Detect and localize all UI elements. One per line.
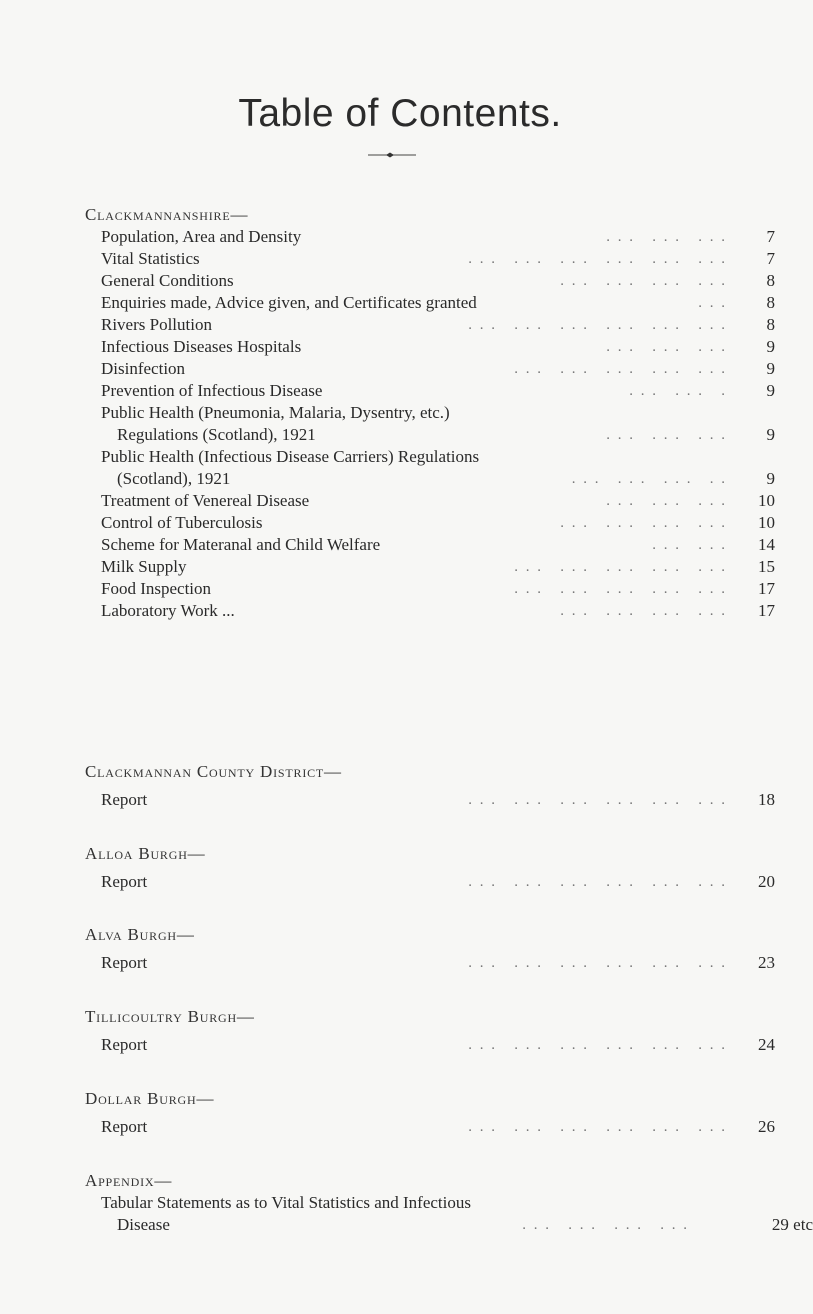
leader-dots: . . . . . . . . . . . . . . . [514, 581, 727, 597]
leader-dots: . . . . . . . . . . . . . . . [514, 559, 727, 575]
section-heading: Clackmannanshire— [85, 205, 249, 224]
entry-label: Tabular Statements as to Vital Statistics and Infectious [101, 1193, 471, 1212]
entry-label: Report [101, 872, 148, 891]
entry-page: 17 [758, 579, 775, 598]
entry-page: 10 [758, 513, 775, 532]
entry-label: Enquiries made, Advice given, and Certificates granted [101, 293, 477, 312]
leader-dots: . . . . . . . . . . . . . . . . . . [468, 1037, 727, 1053]
toc-entry[interactable] [85, 1034, 775, 1056]
toc-entry[interactable] [85, 789, 775, 811]
entry-label: Food Inspection [101, 579, 212, 598]
leader-dots: . . . . . . . . . . . . [560, 515, 727, 531]
toc-entry[interactable] [85, 600, 775, 622]
toc-entry[interactable] [85, 314, 775, 336]
toc-entry[interactable] [85, 512, 775, 534]
leader-dots: . . . . . . . . . . . . [522, 1217, 689, 1233]
toc-entry[interactable] [85, 1116, 775, 1138]
entry-label-continuation: Regulations (Scotland), 1921 [117, 425, 316, 444]
leader-dots: . . . . . . . . . . . . . . . . . . [468, 955, 727, 971]
entry-page: 9 [766, 381, 775, 400]
entry-label: General Conditions [101, 271, 234, 290]
leader-dots: . . . . . . [652, 537, 727, 553]
leader-dots: . . . . . . . . . . . . . . . . . . [468, 1119, 727, 1135]
toc-entry[interactable] [85, 226, 775, 248]
toc-section-alva [85, 924, 775, 974]
entry-label: Public Health (Pneumonia, Malaria, Dysentry, etc.) [101, 403, 450, 422]
toc-entry[interactable] [85, 952, 775, 974]
entry-page: 9 [766, 337, 775, 356]
toc-entry[interactable] [85, 248, 775, 270]
entry-label: Rivers Pollution [101, 315, 212, 334]
entry-label-continuation: Disease [117, 1215, 170, 1234]
toc-entry[interactable] [85, 336, 775, 358]
entry-page: 10 [758, 491, 775, 510]
entry-page: 24 [758, 1035, 775, 1054]
leader-dots: . . . . . . . . . . . [571, 471, 727, 487]
entry-page: 20 [758, 872, 775, 891]
entry-page: 7 [766, 227, 775, 246]
entry-page: 9 [766, 425, 775, 444]
entry-label: Infectious Diseases Hospitals [101, 337, 302, 356]
entry-page: 18 [758, 790, 775, 809]
entry-label-continuation: (Scotland), 1921 [117, 469, 231, 488]
entry-page: 15 [758, 557, 775, 576]
entry-page: 9 [766, 359, 775, 378]
section-heading: Tillicoultry Burgh— [85, 1007, 255, 1026]
leader-dots: . . . . . . . [629, 383, 727, 399]
entry-label: Treatment of Venereal Disease [101, 491, 310, 510]
toc-section-county-district [85, 761, 775, 811]
entry-label: Milk Supply [101, 557, 187, 576]
section-heading: Appendix— [85, 1171, 173, 1190]
entry-page: 26 [758, 1117, 775, 1136]
entry-label: Prevention of Infectious Disease [101, 381, 323, 400]
toc-section-dollar [85, 1088, 775, 1138]
ornament-divider [368, 152, 416, 158]
toc-section-tillicoultry [85, 1006, 775, 1056]
entry-page: 23 [758, 953, 775, 972]
toc-entry[interactable] [85, 292, 775, 314]
page-title: Table of Contents. [238, 92, 562, 135]
leader-dots: . . . . . . . . . . . . . . . . . . [468, 792, 727, 808]
leader-dots: . . . . . . . . . . . . . . . . . . [468, 251, 727, 267]
entry-label: Control of Tuberculosis [101, 513, 263, 532]
toc-section-alloa [85, 843, 775, 893]
section-heading: Clackmannan County District— [85, 762, 342, 781]
entry-page: 7 [766, 249, 775, 268]
entry-page: 29 etc [771, 1215, 813, 1234]
section-heading: Dollar Burgh— [85, 1089, 215, 1108]
entry-page: 17 [758, 601, 775, 620]
section-heading: Alva Burgh— [85, 925, 195, 944]
toc-entry[interactable] [85, 534, 775, 556]
entry-label: Disinfection [101, 359, 186, 378]
entry-page: 14 [758, 535, 775, 554]
leader-dots: . . . . . . . . . . . . . . . [514, 361, 727, 377]
entry-label: Report [101, 790, 148, 809]
leader-dots: . . . . . . . . . . . . [560, 273, 727, 289]
entry-label: Report [101, 1117, 148, 1136]
toc-section-clackmannanshire [85, 204, 775, 622]
toc-section-appendix [85, 1170, 813, 1236]
section-heading: Alloa Burgh— [85, 844, 206, 863]
toc-entry[interactable] [85, 446, 775, 490]
toc-entry[interactable] [85, 556, 775, 578]
leader-dots: . . . . . . . . . [606, 427, 727, 443]
leader-dots: . . . . . . . . . . . . [560, 603, 727, 619]
entry-label: Scheme for Materanal and Child Welfare [101, 535, 381, 554]
toc-entry[interactable] [85, 380, 775, 402]
leader-dots: . . . [698, 295, 727, 311]
entry-page: 8 [766, 271, 775, 290]
toc-entry[interactable] [85, 490, 775, 512]
entry-label: Vital Statistics [101, 249, 200, 268]
entry-page: 9 [766, 469, 775, 488]
leader-dots: . . . . . . . . . [606, 339, 727, 355]
entry-label: Laboratory Work ... [101, 601, 235, 620]
entry-page: 8 [766, 293, 775, 312]
leader-dots: . . . . . . . . . [606, 493, 727, 509]
toc-entry[interactable] [85, 578, 775, 600]
leader-dots: . . . . . . . . . . . . . . . . . . [468, 874, 727, 890]
toc-entry[interactable] [85, 270, 775, 292]
toc-entry[interactable] [85, 358, 775, 380]
toc-entry[interactable] [85, 871, 775, 893]
leader-dots: . . . . . . . . . . . . . . . . . . [468, 317, 727, 333]
leader-dots: . . . . . . . . . [606, 229, 727, 245]
toc-entry[interactable] [85, 1192, 813, 1236]
toc-entry[interactable] [85, 402, 775, 446]
entry-label: Report [101, 953, 148, 972]
entry-label: Population, Area and Density [101, 227, 302, 246]
entry-label: Public Health (Infectious Disease Carriers) Regulations [101, 447, 480, 466]
entry-label: Report [101, 1035, 148, 1054]
entry-page: 8 [766, 315, 775, 334]
